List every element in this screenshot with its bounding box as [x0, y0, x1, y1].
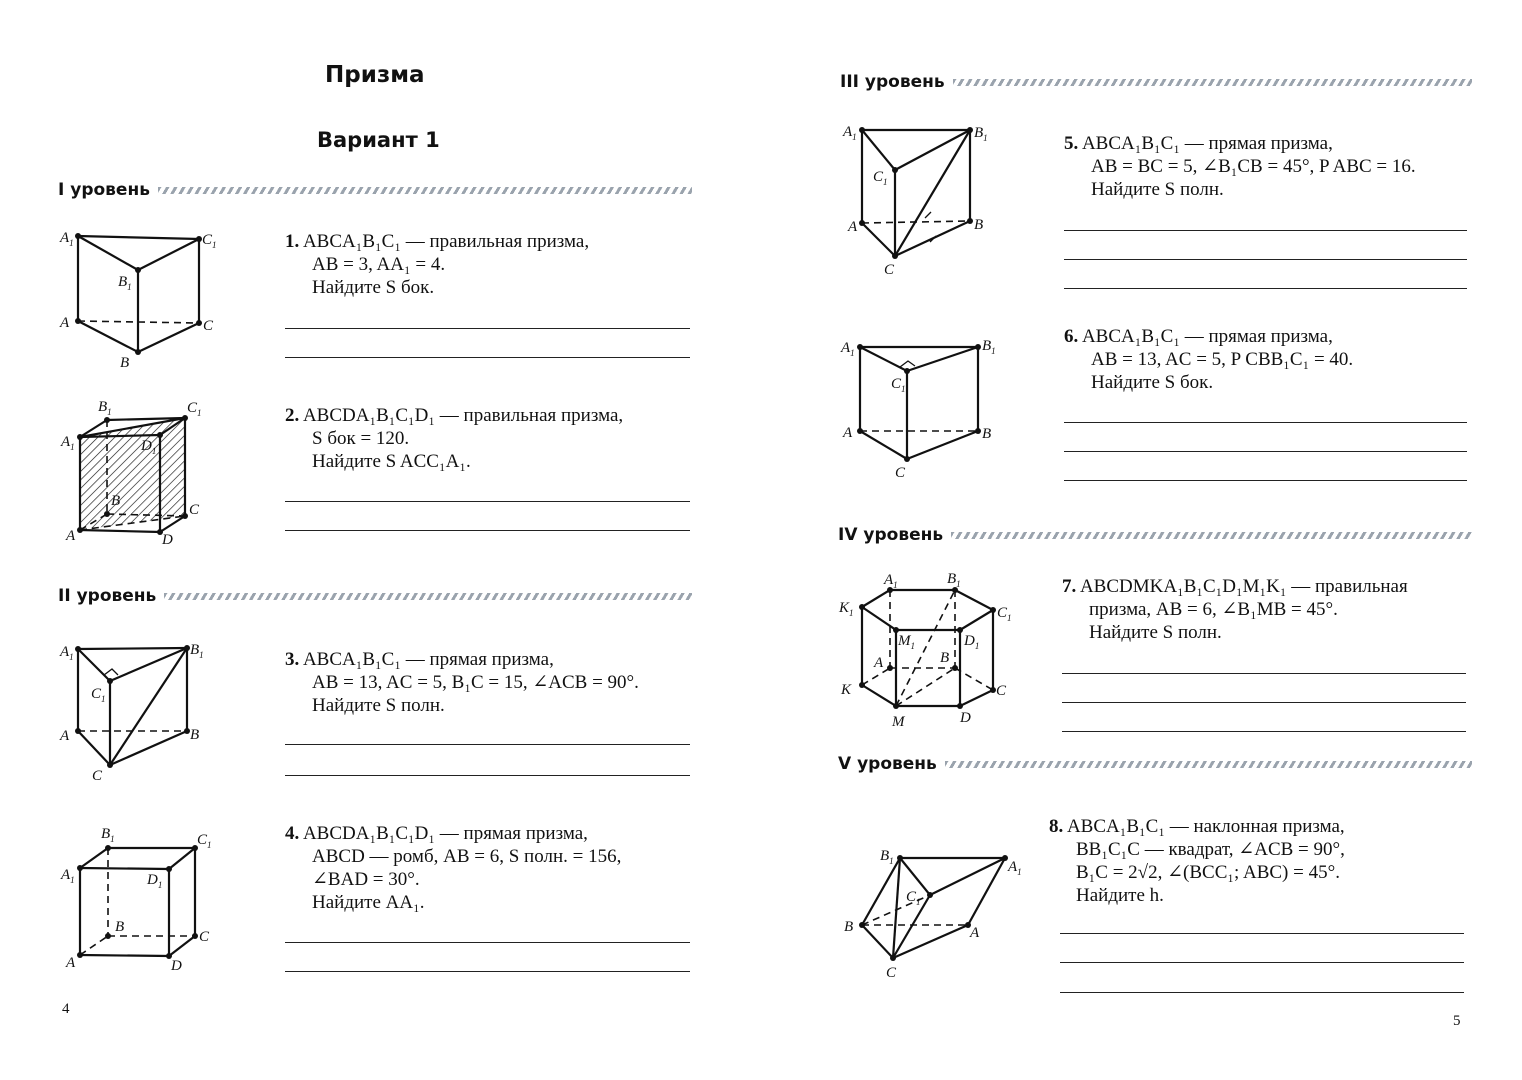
problem-line: Найдите AA₁.: [312, 892, 425, 913]
problem-7: [1062, 575, 1408, 644]
answer-line[interactable]: [1064, 259, 1467, 260]
problem-line: Найдите S ACC₁A₁.: [312, 451, 471, 472]
problem-line: ABCA₁B₁C₁ — правильная призма,: [302, 231, 590, 252]
problem-number: 4.: [285, 823, 300, 844]
svg-text:B: B: [844, 919, 854, 935]
svg-text:D1: $D_1$: [141, 438, 157, 456]
variant-title: Вариант 1: [317, 128, 440, 152]
problem-line: S бок = 120.: [312, 428, 410, 449]
problem-line: Найдите S полн.: [1089, 622, 1222, 643]
answer-line[interactable]: [1060, 992, 1464, 993]
svg-text:A: A: [66, 955, 76, 971]
svg-text:A1: $A_1$: [843, 124, 857, 142]
problem-number: 8.: [1049, 816, 1064, 837]
svg-text:B: B: [111, 493, 121, 509]
problem-8: [1049, 815, 1345, 907]
svg-text:C1: $C_1$: [202, 232, 217, 250]
answer-line[interactable]: [1064, 451, 1467, 452]
svg-text:A: A: [843, 425, 853, 441]
problem-line: Найдите h.: [1076, 885, 1164, 906]
problem-number: 6.: [1064, 326, 1079, 347]
answer-line[interactable]: [1064, 230, 1467, 231]
level-label: III уровень: [840, 72, 945, 92]
problem-line: AB = 3, AA₁ = 4.: [312, 254, 446, 275]
svg-text:M1: $M_1$: [898, 633, 915, 651]
svg-text:C: C: [886, 965, 897, 981]
svg-text:A1: $A_1$: [60, 644, 74, 662]
svg-text:K: K: [841, 682, 852, 698]
problem-number: 3.: [285, 649, 300, 670]
problem-line: ∠BAD = 30°.: [312, 869, 420, 890]
svg-text:B: B: [940, 650, 950, 666]
problem-line: Найдите S бок.: [1091, 372, 1214, 393]
svg-text:K1: $K_1$: [839, 600, 854, 618]
svg-text:B1: $B_1$: [947, 571, 961, 589]
answer-line[interactable]: [1060, 962, 1464, 963]
svg-text:A: A: [970, 925, 980, 941]
svg-text:C: C: [884, 262, 895, 278]
svg-text:C1: $C_1$: [187, 400, 202, 418]
svg-text:C: C: [895, 465, 906, 481]
svg-text:D1: $D_1$: [147, 872, 163, 890]
svg-text:B: B: [974, 217, 984, 233]
level-label: II уровень: [58, 586, 157, 606]
problem-number: 1.: [285, 231, 300, 252]
level-label: I уровень: [58, 180, 150, 200]
answer-line[interactable]: [1064, 480, 1467, 481]
svg-text:D: D: [960, 710, 971, 726]
svg-text:B1: $B_1$: [98, 399, 112, 417]
svg-text:B: B: [120, 355, 130, 371]
problem-line: B₁C = 2√2, ∠(BCC₁; ABC) = 45°.: [1076, 862, 1340, 883]
svg-text:A: A: [874, 655, 884, 671]
problem-line: ABCDMKA₁B₁C₁D₁M₁K₁ — правильная: [1079, 576, 1408, 597]
svg-text:A: A: [60, 315, 70, 331]
level-label: V уровень: [838, 754, 937, 774]
svg-text:B1: $B_1$: [982, 338, 996, 356]
problem-number: 7.: [1062, 576, 1077, 597]
problem-line: Найдите S полн.: [1091, 179, 1224, 200]
svg-text:M: M: [892, 714, 905, 730]
problem-6: [1064, 325, 1353, 394]
answer-line[interactable]: [1062, 731, 1466, 732]
answer-line[interactable]: [1064, 288, 1467, 289]
svg-text:C1: $C_1$: [873, 169, 888, 187]
svg-text:A1: $A_1$: [884, 572, 898, 590]
problem-line: призма, AB = 6, ∠B₁MB = 45°.: [1089, 599, 1338, 620]
svg-text:C: C: [199, 929, 210, 945]
page-number-left: 4: [62, 1001, 70, 1017]
problem-number: 5.: [1064, 133, 1079, 154]
svg-text:A: A: [60, 728, 70, 744]
answer-line[interactable]: [1060, 933, 1464, 934]
svg-text:B: B: [190, 727, 200, 743]
problem-line: ABCA₁B₁C₁ — прямая призма,: [1081, 133, 1333, 154]
svg-text:D: D: [171, 958, 182, 974]
problem-line: AB = BC = 5, ∠B₁CB = 45°, P ABC = 16.: [1091, 156, 1416, 177]
problem-line: Найдите S бок.: [312, 277, 435, 298]
svg-text:A1: $A_1$: [60, 230, 74, 248]
problem-line: ABCDA₁B₁C₁D₁ — правильная призма,: [302, 405, 624, 426]
svg-text:B1: $B_1$: [118, 274, 132, 292]
svg-text:B1: $B_1$: [101, 826, 115, 844]
problem-number: 2.: [285, 405, 300, 426]
svg-text:A1: $A_1$: [841, 340, 855, 358]
problem-line: ABCD — ромб, AB = 6, S полн. = 156,: [312, 846, 622, 867]
page-number-right: 5: [1453, 1013, 1461, 1029]
problem-5: [1064, 132, 1416, 201]
answer-line[interactable]: [1062, 673, 1466, 674]
svg-text:A: A: [66, 528, 76, 544]
svg-text:C1: $C_1$: [997, 605, 1012, 623]
svg-text:D1: $D_1$: [964, 633, 980, 651]
problem-line: ABCA₁B₁C₁ — прямая призма,: [302, 649, 554, 670]
problem-line: AB = 13, AC = 5, B₁C = 15, ∠ACB = 90°.: [312, 672, 639, 693]
svg-text:C: C: [189, 502, 200, 518]
svg-text:C1: $C_1$: [197, 832, 212, 850]
svg-text:C1: $C_1$: [906, 889, 921, 907]
svg-text:B1: $B_1$: [880, 848, 894, 866]
svg-text:A1: $A_1$: [1008, 859, 1022, 877]
svg-text:A1: $A_1$: [61, 867, 75, 885]
problem-line: ABCDA₁B₁C₁D₁ — прямая призма,: [302, 823, 588, 844]
svg-text:C: C: [92, 768, 103, 784]
svg-text:A1: $A_1$: [61, 434, 75, 452]
svg-text:B: B: [982, 426, 992, 442]
svg-text:D: D: [162, 532, 173, 548]
page-title: Призма: [325, 62, 425, 88]
problem-line: ABCA₁B₁C₁ — наклонная призма,: [1066, 816, 1345, 837]
svg-text:B1: $B_1$: [190, 642, 204, 660]
svg-text:A: A: [848, 219, 858, 235]
answer-line[interactable]: [1062, 702, 1466, 703]
svg-text:C1: $C_1$: [91, 686, 106, 704]
problem-line: AB = 13, AC = 5, P CBB₁C₁ = 40.: [1091, 349, 1354, 370]
problem-line: ABCA₁B₁C₁ — прямая призма,: [1081, 326, 1333, 347]
svg-text:C1: $C_1$: [891, 376, 906, 394]
level-label: IV уровень: [838, 525, 944, 545]
problem-line: Найдите S полн.: [312, 695, 445, 716]
svg-text:C: C: [203, 318, 214, 334]
svg-text:C: C: [996, 683, 1007, 699]
svg-text:B1: $B_1$: [974, 125, 988, 143]
problem-line: BB₁C₁C — квадрат, ∠ACB = 90°,: [1076, 839, 1345, 860]
svg-text:B: B: [115, 919, 125, 935]
answer-line[interactable]: [1064, 422, 1467, 423]
